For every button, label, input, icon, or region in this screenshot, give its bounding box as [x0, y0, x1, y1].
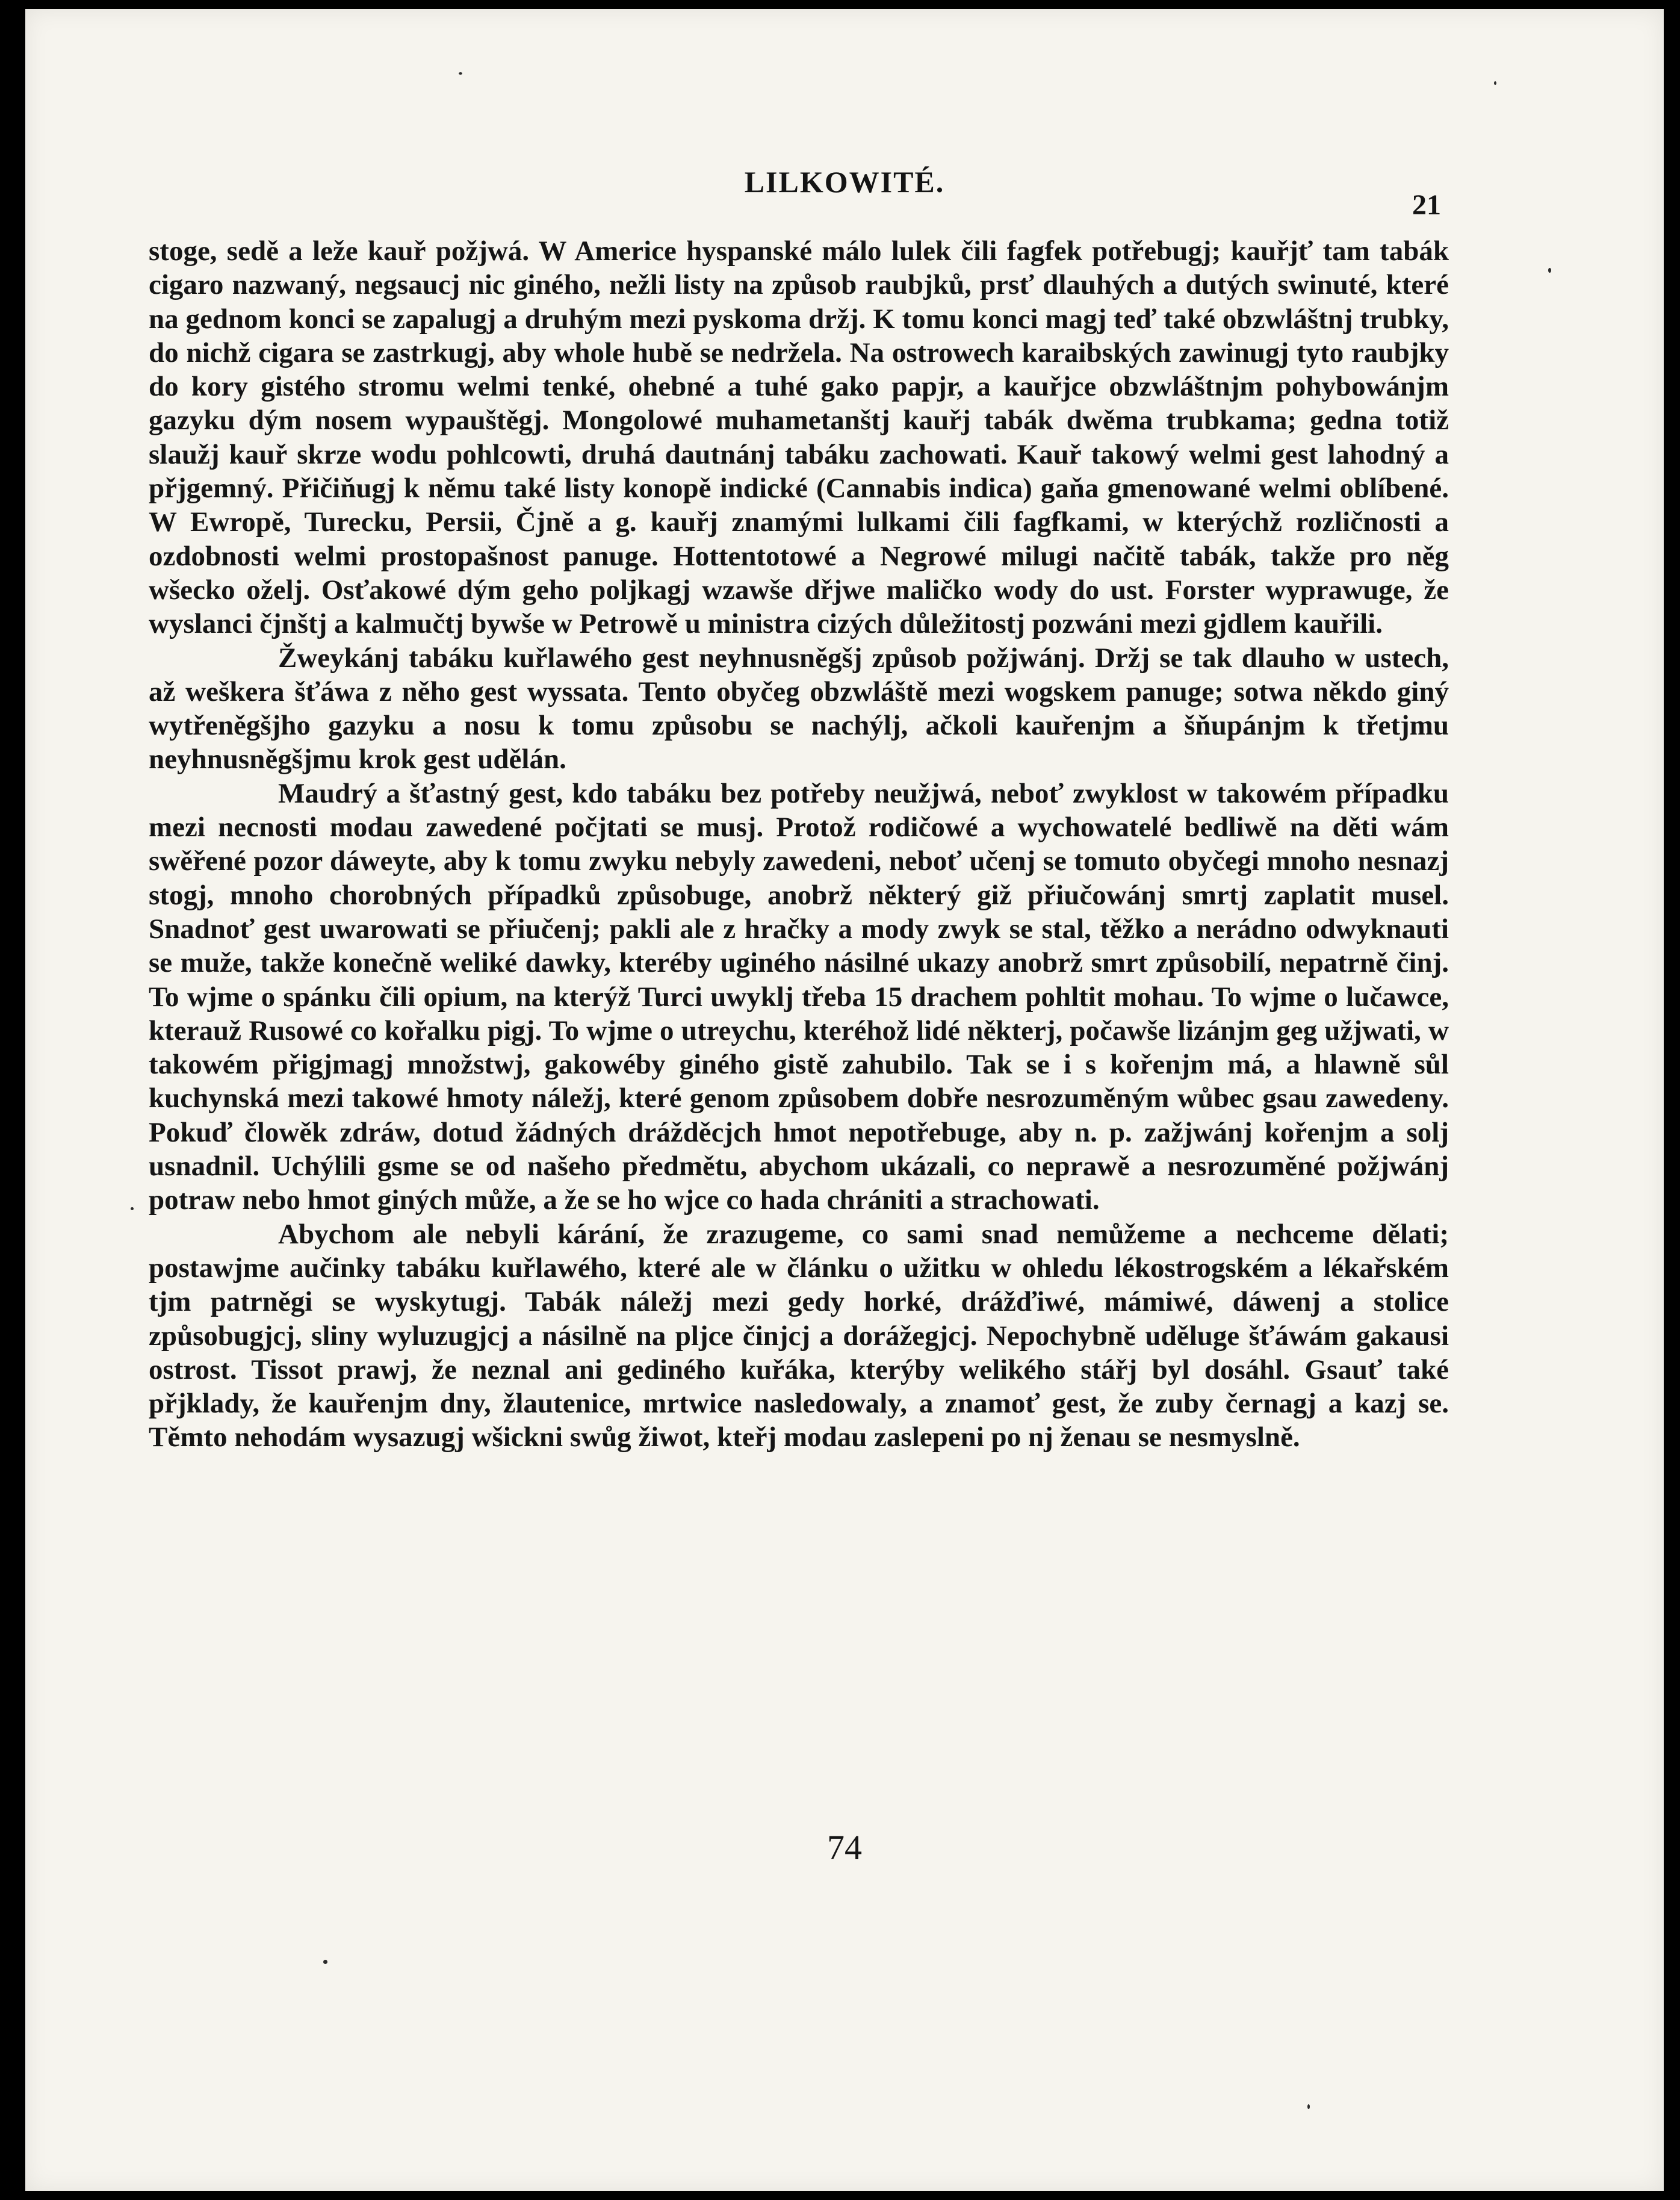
print-speck [1307, 2104, 1310, 2109]
running-head: LILKOWITÉ. [744, 165, 945, 199]
print-speck [323, 1960, 327, 1964]
print-speck [1494, 81, 1496, 85]
page-number: 21 [1412, 189, 1441, 221]
paragraph: Maudrý a šťastný gest, kdo tabáku bez potřeby neužjwá, neboť zwyklost w takowém případku mezi necnosti modau zawedené počjtati se musj. Protož rodičowé a wychowatelé bedliwě na děti wám swěřené pozor dáweyte, aby k tomu zwyku nebyly zawedeni, neboť učenj se tomuto obyčegi mnoho nesnazj stogj, mnoho chorobných případků způsobuge, anobrž některý giž přiučowánj smrtj zaplatit musel. Snadnoť gest uwarowati se přiučenj; pakli ale z hračky a mody zwyk se stal, těžko a nerádno odwyknauti se muže, takže konečně weliké dawky, kteréby uginého násilné ukazy anobrž smrt způsobilí, nepatrně činj. To wjme o spánku čili opium, na kterýž Turci uwyklj třeba 15 drachem pohltit mohau. To wjme o lučawce, kterauž Rusowé co kořalku pigj. To wjme o utreychu, kteréhož lidé některj, počawše lizánjm geg užjwati, w takowém přigjmagj množstwj, gakowéby giného gistě zahubilo. Tak se i s kořenjm má, a hlawně sůl kuchynská mezi takowé hmoty náležj, které genom způsobem dobře nesrozuměným wůbec gsau zawedeny. Pokuď člowěk zdráw, dotud žádných drážděcjch hmot nepotřebuge, aby n. p. zažjwánj kořenjm a solj usnadnil. Uchýlili gsme se od našeho předmětu, abychom ukázali, co neprawě a nesrozuměné požjwánj potraw nebo hmot giných může, a že se ho wjce co hada chrániti a strachowati. [149, 777, 1449, 1216]
paragraph: Abychom ale nebyli kárání, že zrazugeme, co sami snad nemůžeme a nechceme dělati; postawjme aučinky tabáku kuřlawého, které ale w článku o užitku w ohledu lékostrogském a lékařském tjm patrněgi se wyskytugj. Tabák náležj mezi gedy horké, drážďiwé, mámiwé, dáwenj a stolice způsobugjcj, sliny wyluzugjcj a násilně na pljce činjcj a dorážegjcj. Nepochybně uděluge šťáwám gakausi ostrost. Tissot prawj, že neznal ani gediného kuřáka, kterýby welikého stářj byl dosáhl. Gsauť také přjklady, že kauřenjm dny, žlautenice, mrtwice nasledowaly, a znamoť gest, že zuby černagj a kazj se. Těmto nehodám wysazugj wšickni swůg žiwot, kteřj modau zaslepeni po nj ženau se nesmyslně. [149, 1218, 1449, 1453]
print-speck [1548, 268, 1551, 273]
print-speck [459, 72, 462, 75]
print-speck [131, 1207, 134, 1210]
signature-mark: 74 [827, 1828, 862, 1867]
book-page [25, 9, 1664, 2191]
body-text [149, 234, 1449, 1455]
paragraph: Žweykánj tabáku kuřlawého gest neyhnusněgšj způsob požjwánj. Držj se tak dlauho w ustech, až weškera šťáwa z něho gest wyssata. Tento obyčeg obzwláště mezi wogskem panuge; sotwa někdo giný wytřeněgšjho gazyku a nosu k tomu způsobu se nachýlj, ačkoli kauřenjm a šňupánjm k třetjmu neyhnusněgšjmu krok gest udělán. [149, 642, 1449, 775]
paragraph: stoge, sedě a leže kauř požjwá. W Americe hyspanské málo lulek čili fagfek potřebugj; kauřjť tam tabák cigaro nazwaný, negsaucj nic giného, nežli listy na způsob raubjků, prsť dlauhých a dutých swinuté, které na gednom konci se zapalugj a druhým mezi pyskoma držj. K tomu konci magj teď také obzwláštnj trubky, do nichž cigara se zastrkugj, aby whole hubě se nedržela. Na ostrowech karaibských zawinugj tyto raubjky do kory gistého stromu welmi tenké, ohebné a tuhé gako papjr, a kauřjce obzwláštnjm pohybowánjm gazyku dým nosem wypauštěgj. Mongolowé muhametanštj kauřj tabák dwěma trubkama; gedna totiž slaužj kauř skrze wodu pohlcowti, druhá dautnánj tabáku zachowati. Kauř takowý welmi gest lahodný a přjgemný. Přičiňugj k němu také listy konopě indické (Cannabis indica) gaňa gmenowané welmi oblíbené. W Ewropě, Turecku, Persii, Čjně a g. kauřj znamými lulkami čili fagfkami, w kterýchž rozličnosti a ozdobnosti welmi prostopašnost panuge. Hottentotowé a Negrowé milugi načitě tabák, takže pro něg wšecko oželj. Osťakowé dým geho poljkagj wzawše dřjwe maličko wody do ust. Forster wyprawuge, že wyslanci čjnštj a kalmučtj bywše w Petrowě u ministra cizých důležitostj pozwáni mezi gjdlem kauřili. [149, 235, 1449, 640]
